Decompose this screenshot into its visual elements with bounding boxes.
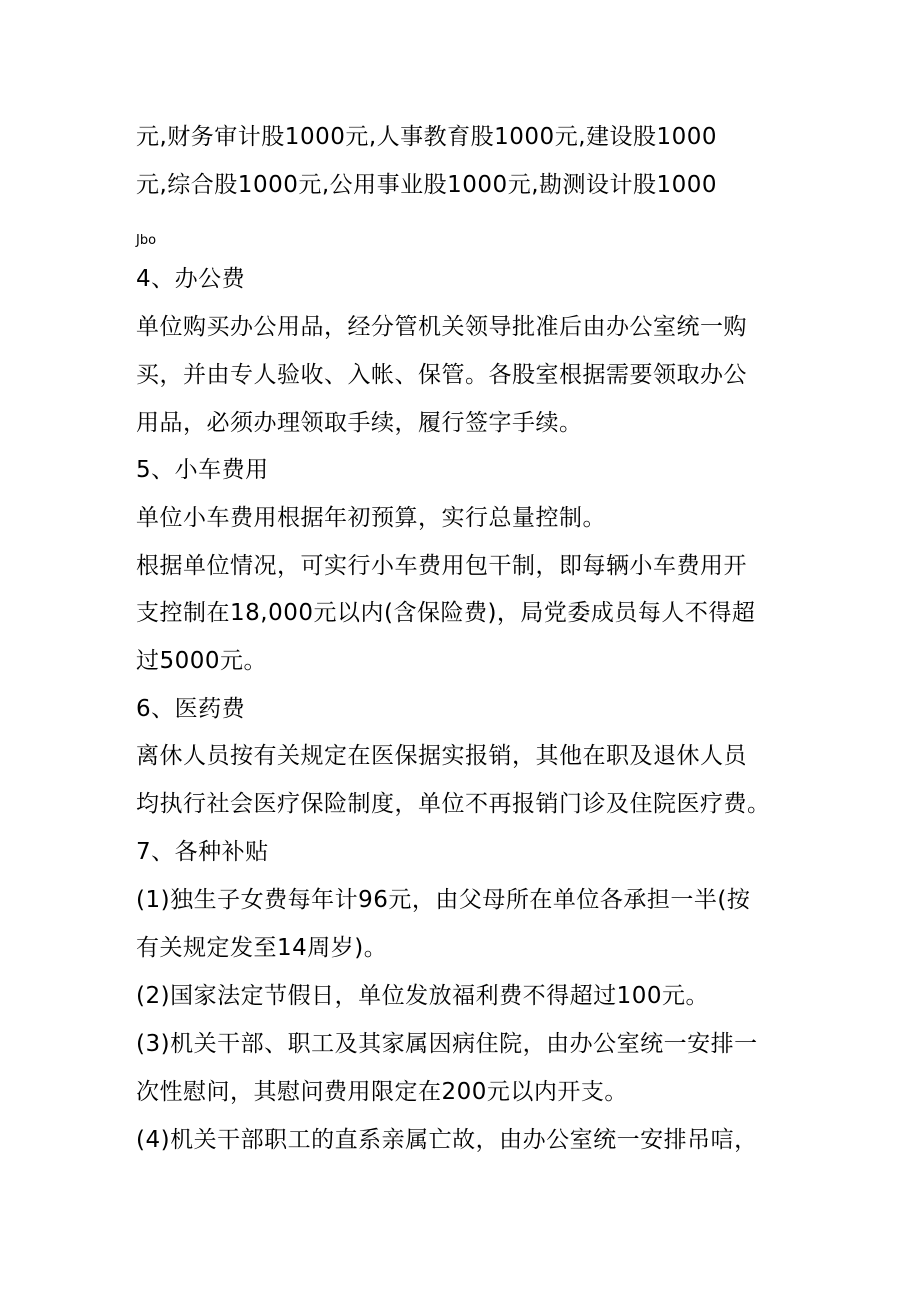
section-heading: 6、医药费 — [136, 696, 246, 722]
text-line: 买，并由专人验收、入帐、保管。各股室根据需要领取办公 — [136, 362, 747, 388]
text-line: (4)机关干部职工的直系亲属亡故，由办公室统一安排吊唁， — [136, 1127, 758, 1153]
text-line: 均执行社会医疗保险制度，单位不再报销门诊及住院医疗费。 — [136, 791, 771, 817]
text-line: (2)国家法定节假日，单位发放福利费不得超过100元。 — [136, 983, 709, 1009]
text-line: 有关规定发至14周岁)。 — [136, 935, 388, 961]
text-line: 离休人员按有关规定在医保据实报销，其他在职及退休人员 — [136, 743, 747, 769]
section-heading: 4、办公费 — [136, 266, 246, 292]
text-line: 过5000元。 — [136, 648, 268, 674]
section-heading: 7、各种补贴 — [136, 839, 269, 865]
text-line: 支控制在18,000元以内(含保险费)，局党委成员每人不得超 — [136, 600, 756, 626]
section-heading: 5、小车费用 — [136, 457, 269, 483]
text-line-fragment: Jbo — [136, 233, 157, 248]
text-line: 元,财务审计股1000元,人事教育股1000元,建设股1000 — [136, 124, 718, 150]
text-line: 元,综合股1000元,公用事业股1000元,勘测设计股1000 — [136, 172, 718, 198]
text-line: 单位小车费用根据年初预算，实行总量控制。 — [136, 505, 606, 531]
text-line: 根据单位情况，可实行小车费用包干制，即每辆小车费用开 — [136, 553, 747, 579]
text-line: 次性慰问，其慰问费用限定在200元以内开支。 — [136, 1079, 628, 1105]
text-line: (1)独生子女费每年计96元，由父母所在单位各承担一半(按 — [136, 887, 751, 913]
text-line: 用品，必须办理领取手续，履行签字手续。 — [136, 410, 583, 436]
text-line: (3)机关干部、职工及其家属因病住院，由办公室统一安排一 — [136, 1031, 758, 1057]
text-line: 单位购买办公用品，经分管机关领导批准后由办公室统一购 — [136, 314, 747, 340]
